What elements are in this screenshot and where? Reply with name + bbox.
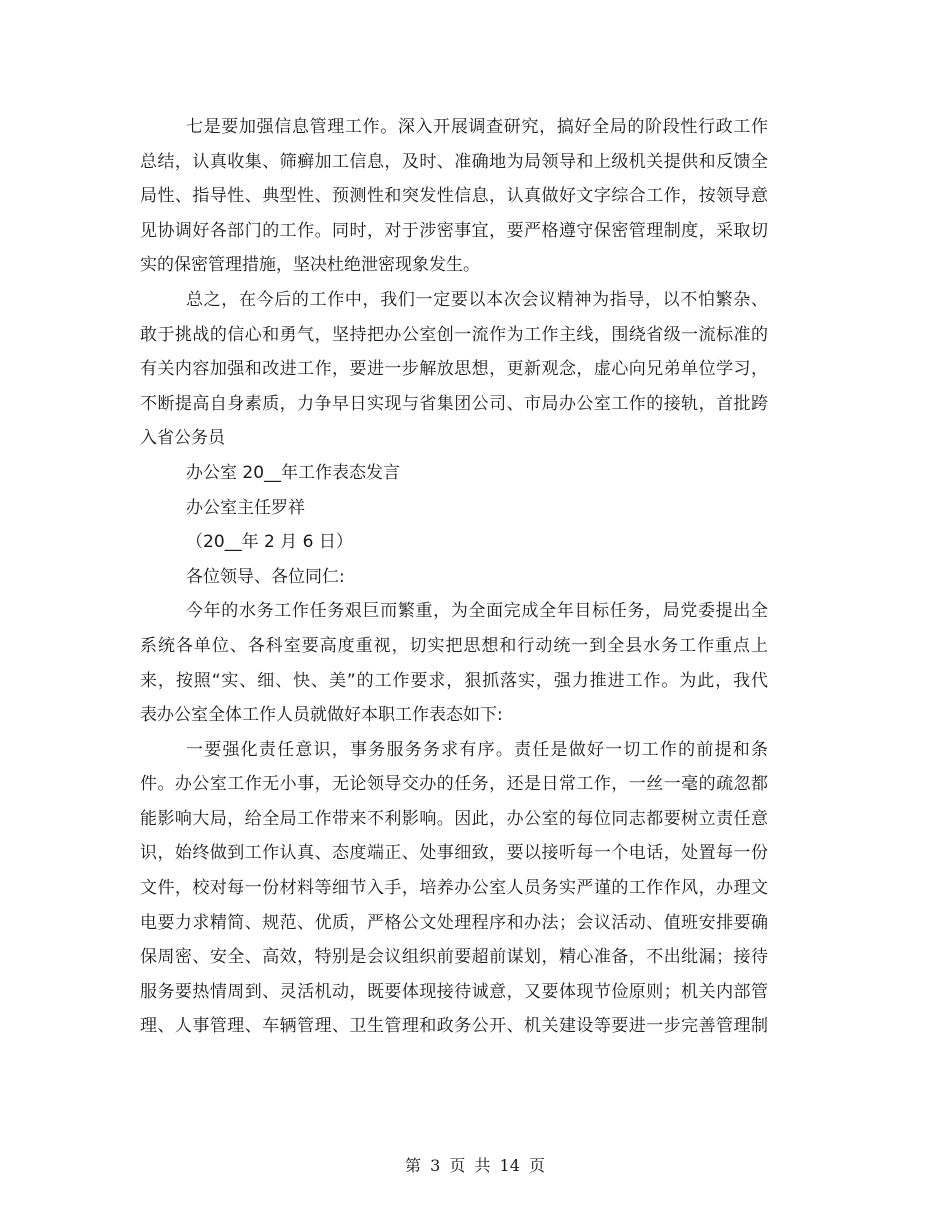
text-line: 七是要加强信息管理工作。深入开展调查研究，搞好全局的阶段性行政工作 [186,117,768,137]
text-line: 不断提高自身素质，力争早日实现与省集团公司、市局办公室工作的接轨，首批跨 [140,393,768,414]
text-line: 识，始终做到工作认真、态度端正、处事细致，要以接听每一个电话，处置每一份 [140,843,768,864]
text-line: 总之，在今后的工作中，我们一定要以本次会议精神为指导，以不怕繁杂、 [186,289,768,310]
text-line: 能影响大局，给全局工作带来不利影响。因此，办公室的每位同志都要树立责任意 [140,808,768,829]
text-line: 入省公务员 [140,428,225,449]
text-line: 文件，校对每一份材料等细节入手，培养办公室人员务实严谨的工作作风，办理文 [140,878,768,899]
text-line: 今年的水务工作任务艰巨而繁重，为全面完成全年目标任务，局党委提出全 [186,601,768,622]
text-line: （20__年 2 月 6 日） [186,532,353,553]
text-line: 件。办公室工作无小事，无论领导交办的任务，还是日常工作，一丝一毫的疏忽都 [140,774,768,795]
text-line: 服务要热情周到、灵活机动，既要体现接待诚意，又要体现节俭原则；机关内部管 [140,981,768,1002]
text-line: 实的保密管理措施，坚决杜绝泄密现象发生。 [140,255,480,276]
text-line: 办公室主任罗祥 [186,497,305,518]
text-line: 理、人事管理、车辆管理、卫生管理和政务公开、机关建设等要进一步完善管理制 [140,1016,768,1037]
text-line: 总结，认真收集、筛癣加工信息，及时、准确地为局领导和上级机关提供和反馈全 [140,151,768,172]
text-line: 来，按照“实、细、快、美”的工作要求，狠抓落实，强力推进工作。为此，我代 [140,670,768,691]
text-line: 保周密、安全、高效，特别是会议组织前要超前谋划，精心准备，不出纰漏；接待 [140,947,768,968]
text-line: 电要力求精简、规范、优质，严格公文处理程序和办法；会议活动、值班安排要确 [140,912,768,933]
text-line: 办公室 20__年工作表态发言 [186,462,401,483]
text-line: 一要强化责任意识，事务服务务求有序。责任是做好一切工作的前提和条 [186,739,768,760]
text-line: 有关内容加强和改进工作，要进一步解放思想，更新观念，虚心向兄弟单位学习， [140,359,768,380]
text-line: 见协调好各部门的工作。同时，对于涉密事宜，要严格遵守保密管理制度，采取切 [140,220,768,241]
text-line: 局性、指导性、典型性、预测性和突发性信息，认真做好文字综合工作，按领导意 [140,186,768,207]
page-number-footer: 第 3 页 共 14 页 [405,1156,545,1175]
text-line: 系统各单位、各科室要高度重视，切实把思想和行动统一到全县水务工作重点上 [140,635,768,656]
text-line: 敢于挑战的信心和勇气，坚持把办公室创一流作为工作主线，围绕省级一流标准的 [140,324,768,345]
text-line: 表办公室全体工作人员就做好本职工作表态如下: [140,705,503,726]
text-line: 各位领导、各位同仁: [186,566,345,587]
document-body [140,110,768,1044]
